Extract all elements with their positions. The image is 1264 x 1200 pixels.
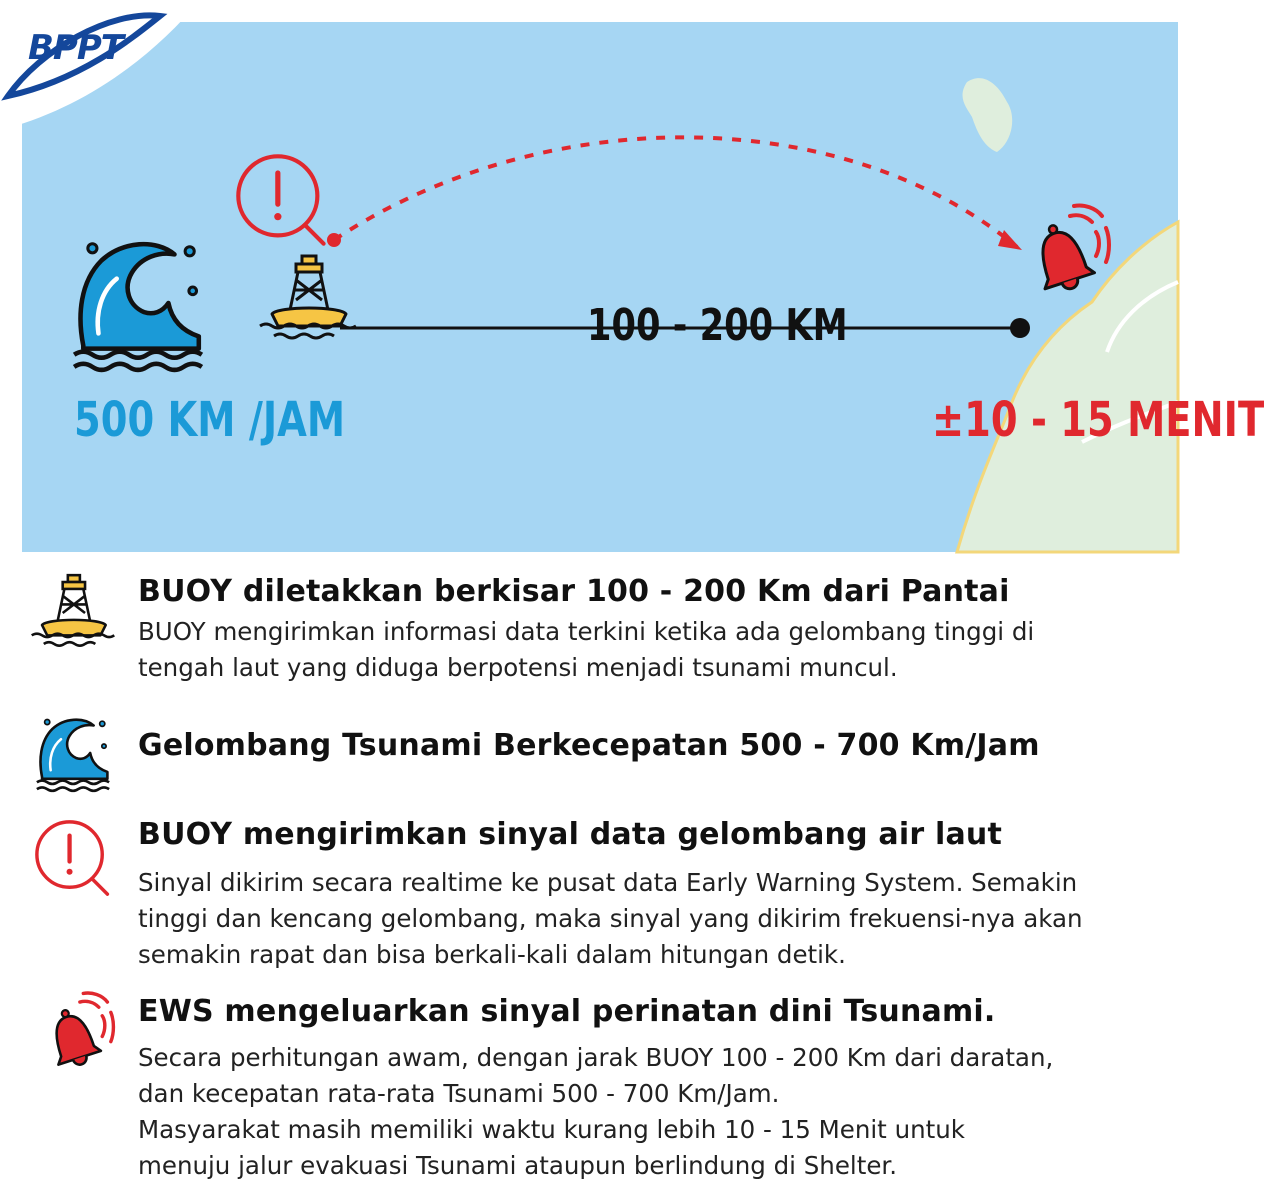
item-desc-line: Masyarakat masih memiliki waktu kurang lebih 10 - 15 Menit untuk (138, 1115, 965, 1144)
speed-label: 500 KM /JAM (74, 392, 346, 448)
alarm-bell-icon (1027, 205, 1109, 296)
alert-signal-icon (30, 815, 116, 901)
tsunami-wave-icon (74, 244, 202, 370)
item-desc-line: dan kecepatan rata-rata Tsunami 500 - 700 Km/Jam. (138, 1079, 780, 1108)
item-title: BUOY mengirimkan sinyal data gelombang air laut (138, 817, 1003, 852)
alert-signal-icon (238, 156, 323, 243)
item-title: BUOY diletakkan berkisar 100 - 200 Km dari Pantai (138, 574, 1010, 609)
item-desc-line: Secara perhitungan awam, dengan jarak BUOY 100 - 200 Km dari daratan, (138, 1043, 1054, 1072)
tsunami-wave-icon (30, 710, 116, 796)
item-desc-line: menuju jalur evakuasi Tsunami ataupun berlindung di Shelter. (138, 1151, 897, 1180)
signal-origin-dot (327, 233, 341, 247)
item-desc-line: BUOY mengirimkan informasi data terkini ketika ada gelombang tinggi di (138, 617, 1035, 646)
item-desc-line: Sinyal dikirim secara realtime ke pusat data Early Warning System. Semakin (138, 868, 1078, 897)
island (963, 78, 1013, 152)
bppt-logo: BPPT (28, 28, 123, 68)
item-desc-line: tinggi dan kencang gelombang, maka sinyal yang dikirim frekuensi-nya akan (138, 904, 1083, 933)
signal-arc (334, 137, 1017, 247)
warning-time-label: ±10 - 15 MENIT (932, 392, 1264, 448)
buoy-icon (30, 570, 116, 656)
distance-label: 100 - 200 KM (587, 300, 848, 351)
item-title: EWS mengeluarkan sinyal perinatan dini Tsunami. (138, 994, 996, 1029)
item-desc-line: semakin rapat dan bisa berkali-kali dalam hitungan detik. (138, 940, 846, 969)
item-desc-line: tengah laut yang diduga berpotensi menjadi tsunami muncul. (138, 653, 898, 682)
alarm-bell-icon (30, 990, 116, 1076)
item-title: Gelombang Tsunami Berkecepatan 500 - 700 Km/Jam (138, 728, 1040, 763)
distance-end-dot (1010, 318, 1030, 338)
buoy-icon (260, 256, 356, 338)
